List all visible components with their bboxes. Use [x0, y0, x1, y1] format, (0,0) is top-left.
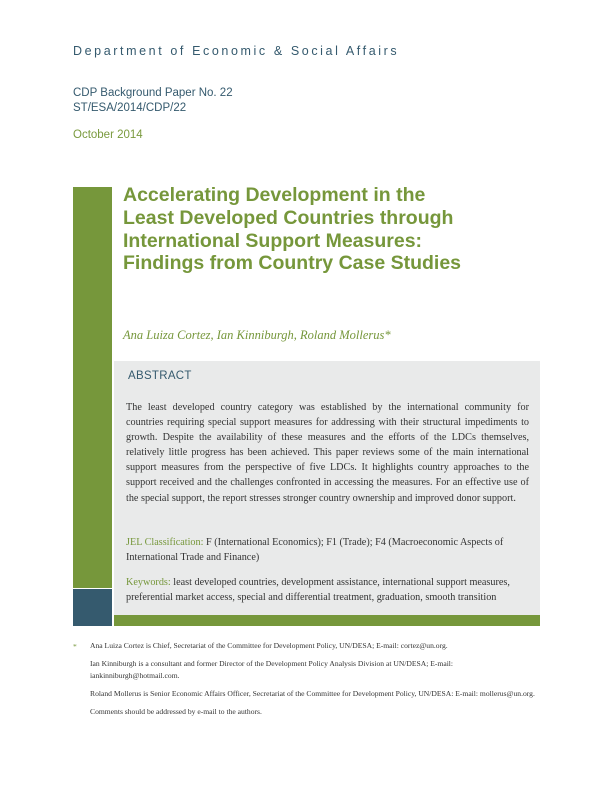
footnote-text: Ana Luiza Cortez is Chief, Secretariat of the Committee for Development Policy, UN/DESA; E-mail: cortez@un.org. [90, 641, 448, 650]
authors: Ana Luiza Cortez, Ian Kinniburgh, Roland Mollerus* [123, 328, 391, 342]
footnote [73, 640, 540, 651]
title-line: Findings from Country Case Studies [123, 252, 462, 275]
publication-date: October 2014 [73, 129, 143, 141]
jel-classification [126, 535, 529, 565]
abstract-body: The least developed country category was established by the international community for countries requiring special support measures for addressing with their structural impediments to growth. Despite the availability of these measures and the efforts of the LDCs themselves, relatively little progress has been achieved. This paper reviews some of the main international support measures from the perspective of five LDCs. It highlights country approaches to the support received and the challenges confronted in accessing the measures. For an effective use of the special support, the report stresses stronger country ownership and improved donor support. [126, 402, 529, 504]
footnote [73, 706, 540, 717]
footnotes [73, 640, 540, 724]
footnote-text: Comments should be addressed by e-mail to the authors. [90, 707, 262, 717]
abstract-heading: ABSTRACT [128, 370, 192, 382]
document-symbol: ST/ESA/2014/CDP/22 [73, 102, 187, 114]
green-side-bar [73, 187, 112, 588]
footnote-text: Ian Kinniburgh is a consultant and former Director of the Development Policy Analysis Division at UN/DESA; E-mail: iankinniburgh@hotmail.com. [90, 659, 454, 680]
paper-identifier [73, 86, 233, 116]
blue-corner-block [73, 589, 112, 626]
jel-text: F (International Economics); F1 (Trade); F4 (Macroeconomic Aspects of International Trade and Finance) [126, 537, 504, 564]
keywords-label: Keywords: [126, 577, 171, 588]
footnote [73, 688, 540, 699]
keywords [126, 575, 529, 605]
paper-number: CDP Background Paper No. 22 [73, 87, 233, 99]
title-line: Accelerating Development in the [123, 184, 426, 206]
title-line: International Support Measures: [123, 229, 423, 252]
keywords-text: least developed countries, development assistance, international support measures, preferential market access, special and differential treatment, graduation, smooth transition [126, 577, 510, 604]
paper-title [123, 184, 523, 275]
footnote-text: Roland Mollerus is Senior Economic Affairs Officer, Secretariat of the Committee for Development Policy, UN/DESA: E-mail: mollerus@un.org. [90, 688, 535, 698]
title-line: Least Developed Countries through [123, 206, 454, 229]
department-name: Department of Economic & Social Affairs [73, 44, 400, 58]
jel-label: JEL Classification: [126, 537, 204, 548]
footnote-marker: * [73, 642, 77, 651]
footnote [73, 658, 540, 681]
green-bottom-bar [114, 615, 540, 626]
